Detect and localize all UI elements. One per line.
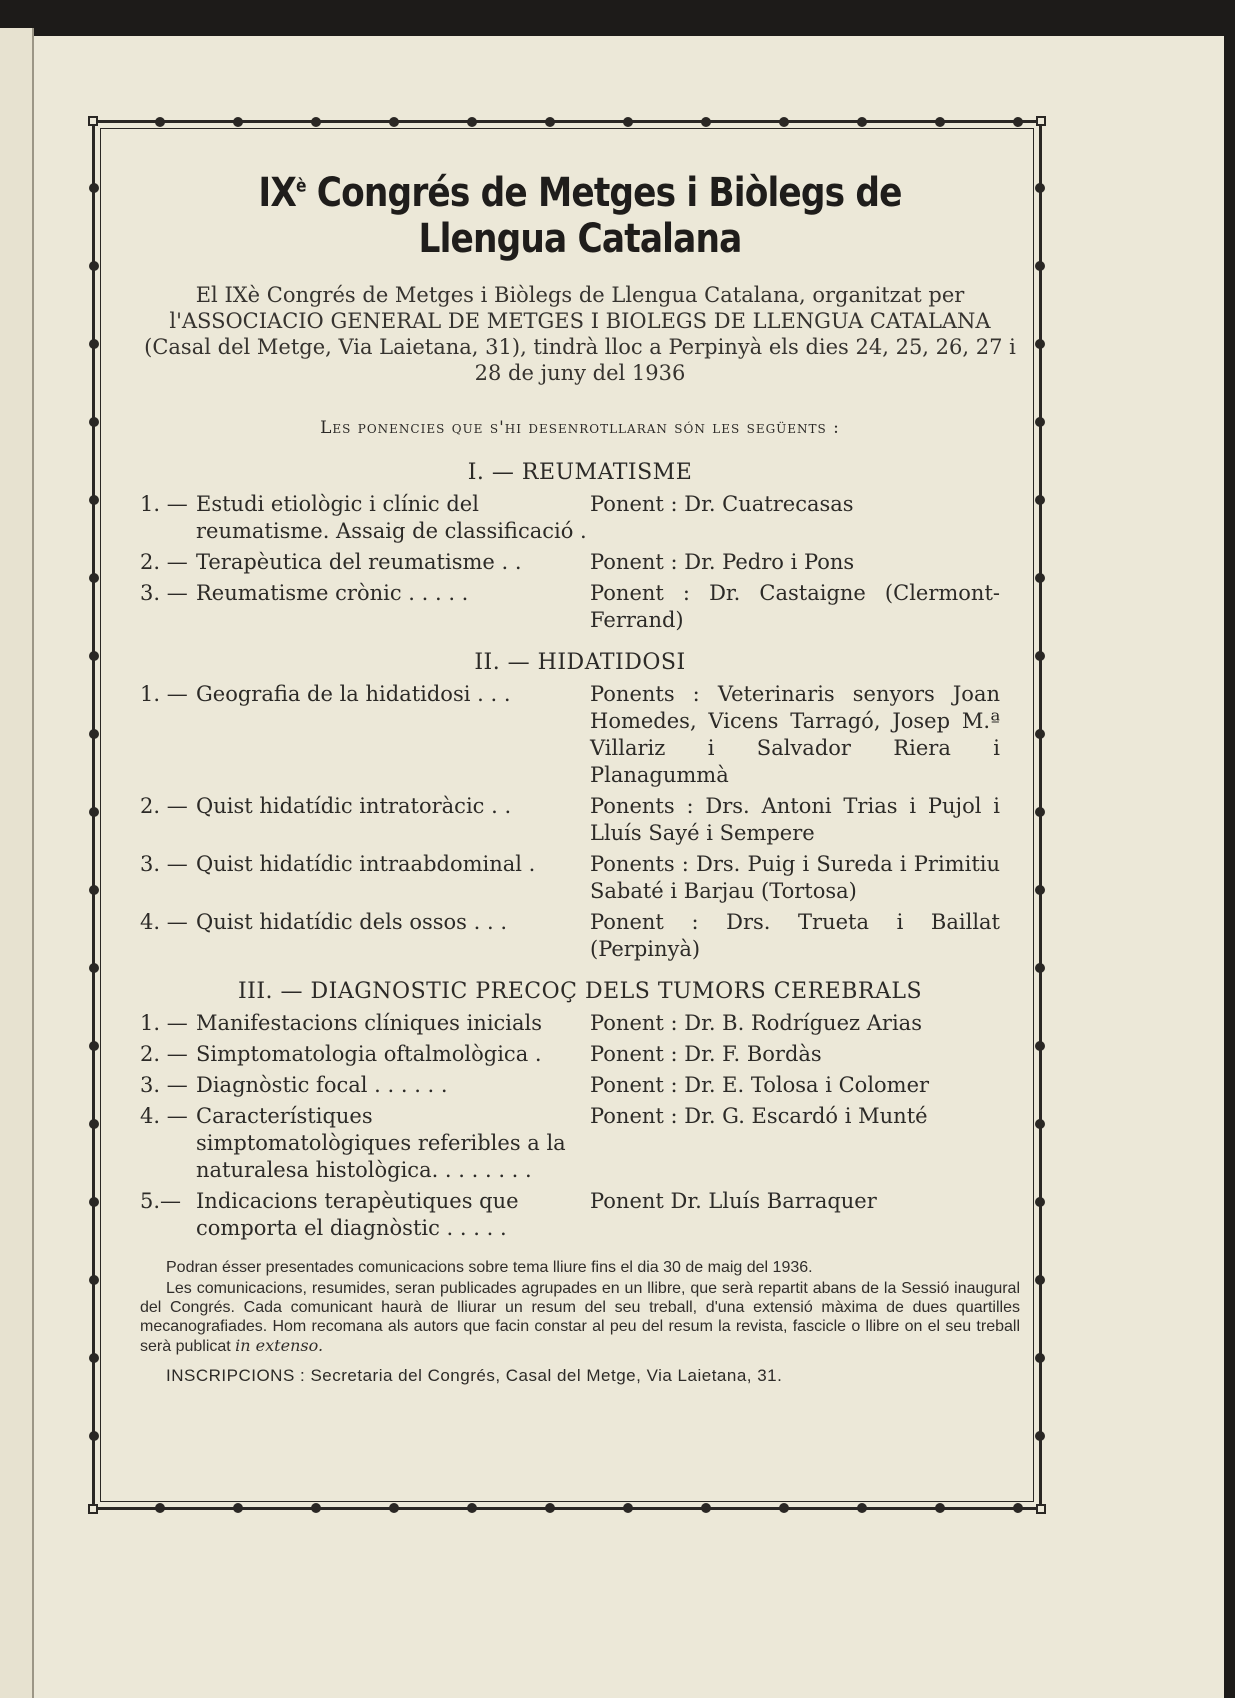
ponencia-item [140,1072,1020,1099]
ponencia-item [140,1188,1020,1242]
ponencia-item [140,851,1020,905]
ponencia-speaker: Ponent : Drs. Trueta i Baillat (Perpinyà) [590,910,1000,961]
ponencia-topic: Simptomatologia oftalmològica . [196,1042,542,1066]
border-ornament [1035,183,1045,193]
border-ornament [467,1503,477,1513]
ponencia-speaker: Ponent : Dr. Cuatrecasas [590,492,854,516]
section-title: I. — REUMATISME [467,460,693,485]
border-ornament [623,117,633,127]
footnote-publication-text: Les comunicacions, resumides, seran publicades agrupades en un llibre, que serà repartit abans de la Sessió inaugural del Congrés. Cada comunicant haurà de lliurar un resum del seu treball, d'una extensió màxima de dues quartilles mecanografiades. Hom recomana als autors que facin constar al peu del resum la revista, fascicle o llibre on el seu treball serà publicat [140,1280,1020,1355]
section-title: III. — DIAGNOSTIC PRECOÇ DELS TUMORS CEREBRALS [237,979,923,1004]
border-ornament [1035,885,1045,895]
border-ornament [89,339,99,349]
border-ornament [1035,1119,1045,1129]
border-ornament [857,1503,867,1513]
border-ornament [701,117,711,127]
ponencia-number: 2. — [140,1042,188,1066]
section-3 [140,979,1020,1242]
inscripcions-line: INSCRIPCIONS : Secretaria del Congrés, Casal del Metge, Via Laietana, 31. [166,1366,783,1385]
border-ornament [89,807,99,817]
border-ornament [1035,807,1045,817]
ponencia-topic: Diagnòstic focal . . . . . . [196,1073,448,1097]
ponencia-speaker: Ponent : Dr. Castaigne (Clermont-Ferrand) [590,581,1000,632]
ponencia-speaker: Ponent Dr. Lluís Barraquer [590,1189,877,1213]
ponencia-speaker: Ponent : Dr. G. Escardó i Munté [590,1104,928,1128]
ponencia-number: 4. — [140,1104,188,1128]
ponencia-number: 3. — [140,1073,188,1097]
footnote-deadline: Podran ésser presentades comunicacions sobre tema lliure fins el dia 30 de maig del 1936. [166,1259,813,1276]
border-ornament [1035,963,1045,973]
ponencia-topic: Manifestacions clíniques inicials [196,1011,543,1035]
border-ornament [1035,1431,1045,1441]
intro-paragraph: El IXè Congrés de Metges i Biòlegs de Llengua Catalana, organitzat per l'ASSOCIACIO GENERAL DE METGES I BIOLEGS DE LLENGUA CATALANA (Casal del Metge, Via Laietana, 31), tindrà lloc a Perpinyà els dies 24, 25, 26, 27 i 28 de juny del 1936 [144,283,1016,385]
ponencia-topic: Indicacions terapèutiques que comporta el diagnòstic . . . . . [196,1189,519,1240]
border-ornament [89,729,99,739]
footnote-publication [140,1279,1020,1356]
border-ornament [935,117,945,127]
ponencia-speaker: Ponents : Drs. Puig i Sureda i Primitiu Sabaté i Barjau (Tortosa) [590,852,1000,903]
title-text: Congrés de Metges i Biòlegs de Llengua Catalana [305,170,902,262]
ponencia-speaker: Ponents : Drs. Antoni Trias i Pujol i Lluís Sayé i Sempere [590,794,1000,845]
border-ornament [779,1503,789,1513]
border-ornament [935,1503,945,1513]
border-ornament [89,261,99,271]
border-ornament [1035,573,1045,583]
border-ornament [1035,339,1045,349]
ponencia-item [140,909,1020,963]
ponencies-subheading: Les ponencies que s'hi desenrotllaran són les següents : [320,418,840,438]
border-ornament [1013,117,1023,127]
ponencia-number: 2. — [140,550,188,574]
adjacent-page-edge [0,28,34,1698]
border-ornament [89,1041,99,1051]
footnote-block [140,1258,1020,1356]
ponencia-topic: Terapèutica del reumatisme . . [196,550,522,574]
sections-list [140,460,1020,1242]
section-2 [140,650,1020,963]
ponencia-speaker: Ponent : Dr. E. Tolosa i Colomer [590,1073,930,1097]
document-content [140,170,1020,1386]
ponencia-item [140,793,1020,847]
border-ornament [89,1431,99,1441]
border-ornament [545,117,555,127]
ponencia-topic: Reumatisme crònic . . . . . [196,581,469,605]
ponencia-item [140,1041,1020,1068]
ponencia-number: 1. — [140,492,188,516]
border-ornament [623,1503,633,1513]
border-ornament [89,417,99,427]
ponencia-topic: Quist hidatídic intratoràcic . . [196,794,512,818]
ponencia-item [140,1103,1020,1184]
border-ornament [1035,651,1045,661]
ponencia-speaker: Ponent : Dr. B. Rodríguez Arias [590,1011,922,1035]
border-ornament [779,117,789,127]
border-ornament [89,885,99,895]
border-ornament [857,117,867,127]
border-ornament [1035,1353,1045,1363]
border-ornament [311,117,321,127]
ponencia-number: 3. — [140,581,188,605]
ponencia-number: 1. — [140,1011,188,1035]
ponencia-topic: Quist hidatídic dels ossos . . . [196,910,508,934]
ponencia-speaker: Ponent : Dr. F. Bordàs [590,1042,822,1066]
ponencia-number: 1. — [140,682,188,706]
border-ornament [89,1197,99,1207]
border-corner-top-left [88,116,98,126]
ponencia-number: 5.— [140,1189,182,1213]
border-ornament [1035,729,1045,739]
border-corner-bottom-left [88,1504,98,1514]
ponencia-number: 2. — [140,794,188,818]
border-ornament [389,117,399,127]
ponencia-topic: Geografia de la hidatidosi . . . [196,682,511,706]
section-1 [140,460,1020,634]
border-ornament [89,495,99,505]
section-title: II. — HIDATIDOSI [474,650,686,675]
border-ornament [311,1503,321,1513]
ponencia-topic: Característiques simptomatològiques referibles a la naturalesa histològica. . . . . . . . [196,1104,566,1182]
border-ornament [89,1119,99,1129]
ponencia-item [140,681,1020,789]
border-ornament [89,573,99,583]
border-ornament [1035,261,1045,271]
border-ornament [1035,417,1045,427]
border-ornament [1035,1275,1045,1285]
ponencia-item [140,549,1020,576]
border-ornament [233,1503,243,1513]
footnote-in-extenso: in extenso. [235,1336,324,1355]
border-ornament [89,651,99,661]
border-ornament [155,117,165,127]
border-ornament [89,1353,99,1363]
ponencia-topic: Estudi etiològic i clínic del reumatisme. Assaig de classificació . [196,492,587,543]
border-corner-bottom-right [1036,1504,1046,1514]
border-corner-top-right [1036,116,1046,126]
ponencia-item [140,1010,1020,1037]
border-ornament [155,1503,165,1513]
title-superscript: è [295,175,306,197]
border-ornament [1013,1503,1023,1513]
border-ornament [1035,495,1045,505]
border-ornament [89,183,99,193]
border-ornament [389,1503,399,1513]
border-ornament [467,117,477,127]
border-ornament [545,1503,555,1513]
ponencia-item [140,491,1020,545]
border-ornament [233,117,243,127]
border-ornament [701,1503,711,1513]
page-title [202,170,959,262]
border-ornament [89,1275,99,1285]
ponencia-number: 4. — [140,910,188,934]
ponencia-speaker: Ponents : Veterinaris senyors Joan Homedes, Vicens Tarragó, Josep M.ª Villariz i Salvador Riera i Planagummà [590,682,1000,787]
title-numeral: IX [258,170,296,216]
ponencia-item [140,580,1020,634]
ponencia-speaker: Ponent : Dr. Pedro i Pons [590,550,855,574]
ponencia-number: 3. — [140,852,188,876]
border-ornament [89,963,99,973]
ponencia-topic: Quist hidatídic intraabdominal . [196,852,536,876]
border-ornament [1035,1041,1045,1051]
border-ornament [1035,1197,1045,1207]
